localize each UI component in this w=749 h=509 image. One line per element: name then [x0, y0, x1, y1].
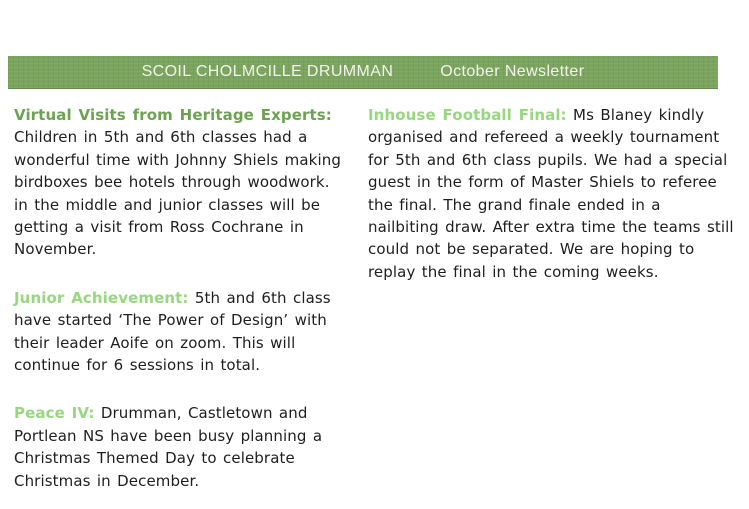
article-title: Peace IV:	[14, 404, 95, 423]
article-peace-iv	[14, 402, 348, 492]
article-title: Inhouse Football Final:	[368, 106, 567, 124]
article-body: 5th and 6th class have started ‘The Power of Design’ with their leader Aoife on zoom. This will continue for 6 sessions in total.	[14, 288, 338, 375]
article-inhouse-football-final	[368, 104, 741, 283]
newsletter-issue-title: October Newsletter	[440, 63, 585, 80]
article-title: Virtual Visits from Heritage Experts:	[14, 106, 332, 124]
article-body: Ms Blaney kindly organised and refereed a weekly tournament for 5th and 6th class pupils. We had a special guest in the form of Master Shiels to referee the final. The grand finale ended in a nailbiting draw. After extra time the teams still could not be separated. We are hoping to replay the final in the coming weeks.	[368, 106, 741, 281]
newsletter-header-bar	[8, 56, 718, 89]
school-name: SCOIL CHOLMCILLE DRUMMAN	[141, 63, 394, 80]
article-virtual-visits	[14, 104, 348, 261]
right-column	[368, 104, 741, 509]
article-body: Children in 5th and 6th classes had a wonderful time with Johnny Shiels making birdboxes bee hotels through woodwork. in the middle and junior classes will be getting a visit from Ross Cochrane in November.	[14, 128, 348, 259]
newsletter-content	[0, 88, 749, 509]
article-junior-achievement	[14, 287, 348, 377]
left-column	[14, 104, 348, 509]
article-title: Junior Achievement:	[14, 288, 189, 307]
article-body: Drumman, Castletown and Portlean NS have been busy planning a Christmas Themed Day to celebrate Christmas in December.	[14, 404, 329, 490]
